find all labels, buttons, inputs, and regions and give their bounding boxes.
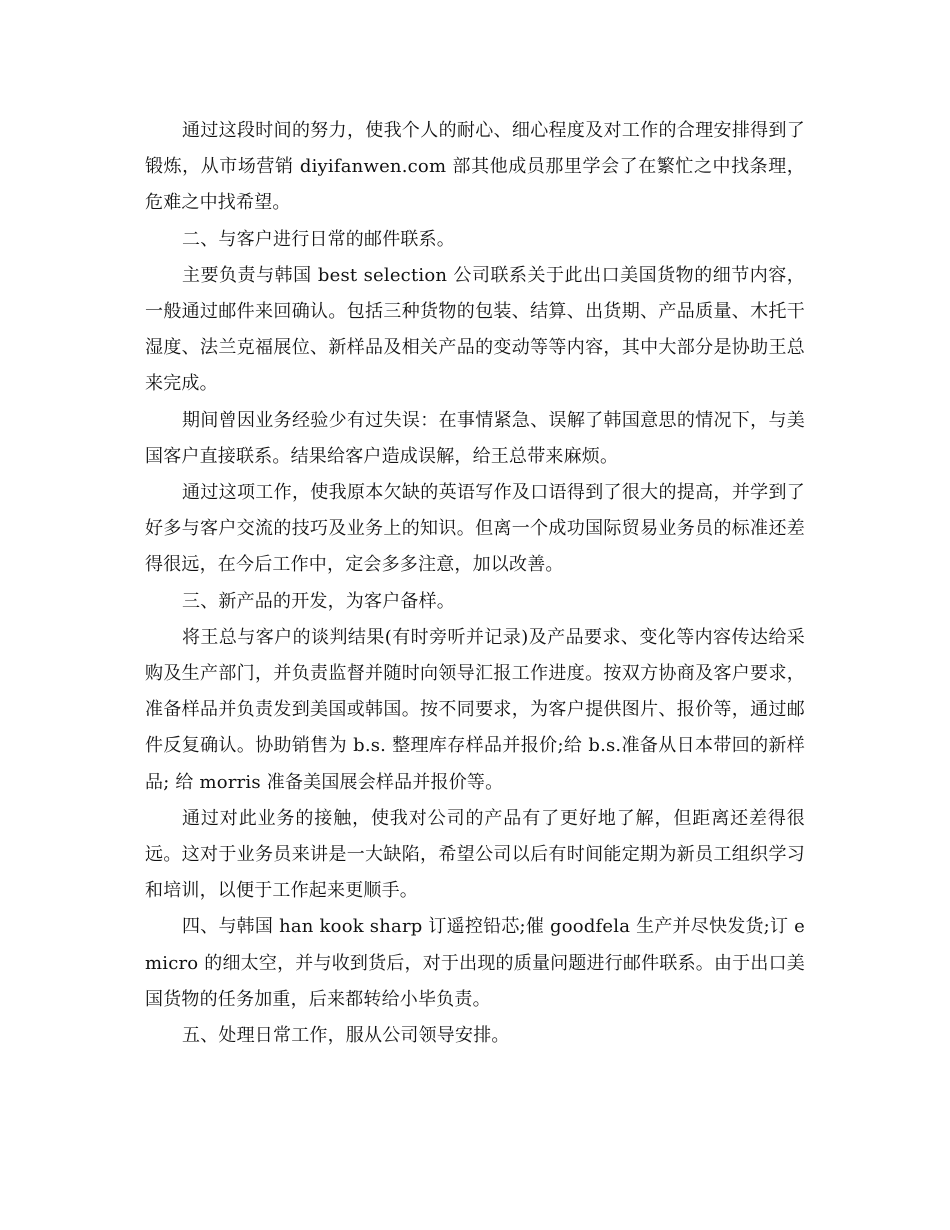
paragraph-email-duties: 主要负责与韩国 best selection 公司联系关于此出口美国货物的细节内容，一般通过邮件来回确认。包括三种货物的包装、结算、出货期、产品质量、木托干湿度、法兰克福展位、新样品及相关产品的变动等等内容，其中大部分是协助王总来完成。 bbox=[145, 264, 805, 395]
paragraph-improvement: 通过这项工作，使我原本欠缺的英语写作及口语得到了很大的提高，并学到了好多与客户交流的技巧及业务上的知识。但离一个成功国际贸易业务员的标准还差得很远，在今后工作中，定会多多注意，加以改善。 bbox=[145, 482, 805, 576]
section-heading-email-contact: 二、与客户进行日常的邮件联系。 bbox=[182, 228, 455, 250]
paragraph-mistake: 期间曾因业务经验少有过失误：在事情紧急、误解了韩国意思的情况下，与美国客户直接联系。结果给客户造成误解，给王总带来麻烦。 bbox=[145, 409, 805, 467]
document-body bbox=[145, 113, 805, 1054]
paragraph-product-knowledge: 通过对此业务的接触，使我对公司的产品有了更好地了解，但距离还差得很远。这对于业务员来讲是一大缺陷，希望公司以后有时间能定期为新员工组织学习和培训，以便于工作起来更顺手。 bbox=[145, 807, 805, 902]
section-heading-daily-work: 五、处理日常工作，服从公司领导安排。 bbox=[182, 1025, 510, 1047]
paragraph-experience-summary: 通过这段时间的努力，使我个人的耐心、细心程度及对工作的合理安排得到了锻炼，从市场营销 diyifanwen.com 部其他成员那里学会了在繁忙之中找条理，危难之中找希望。 bbox=[145, 120, 805, 214]
paragraph-product-samples: 将王总与客户的谈判结果(有时旁听并记录)及产品要求、变化等内容传达给采购及生产部门，并负责监督并随时向领导汇报工作进度。按双方协商及客户要求，准备样品并负责发到美国或韩国。按不同要求，为客户提供图片、报价等，通过邮件反复确认。协助销售为 b.s. 整理库存样品并报价;给 b.s.准备从日本带回的新样品; 给 morris 准备美国展会样品并报价等。 bbox=[145, 626, 805, 793]
section-heading-korea-orders: 四、与韩国 han kook sharp 订遥控铅芯;催 goodfela 生产并尽快发货;订 emicro 的细太空，并与收到货后，对于出现的质量问题进行邮件联系。由于出口美国货物的任务加重，后来都转给小毕负责。 bbox=[145, 916, 805, 1010]
section-heading-new-products: 三、新产品的开发，为客户备样。 bbox=[182, 590, 455, 612]
